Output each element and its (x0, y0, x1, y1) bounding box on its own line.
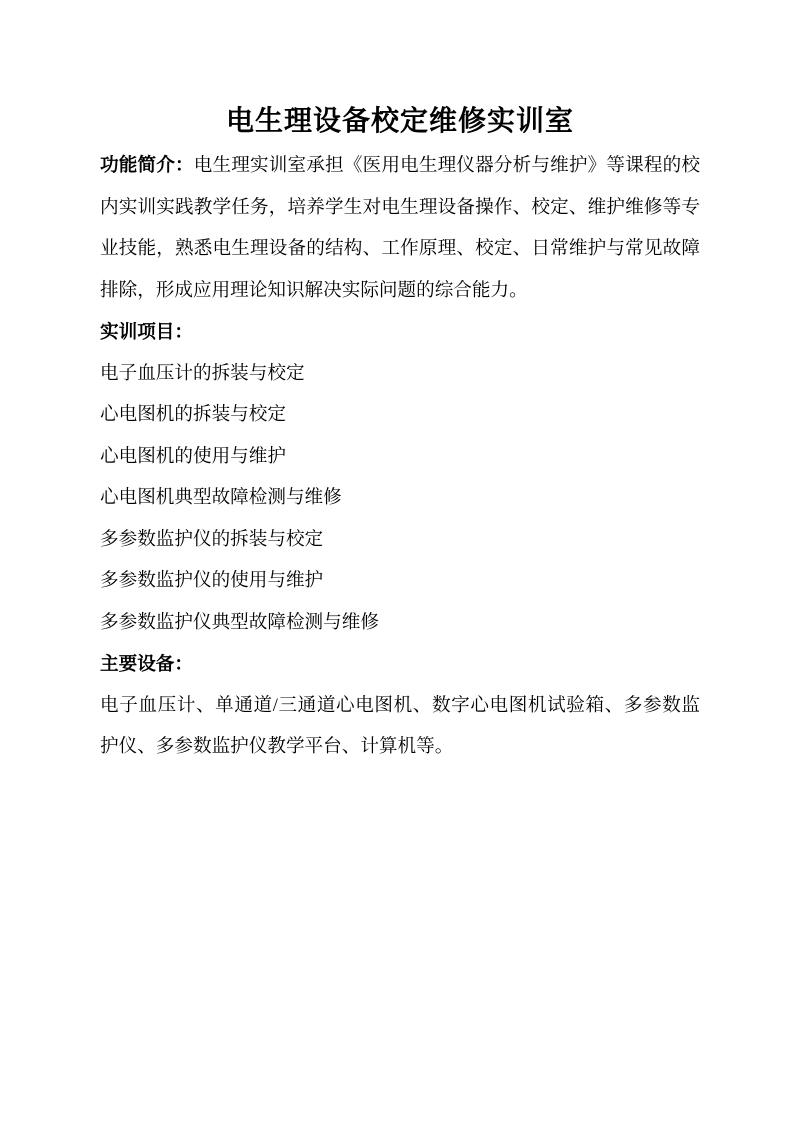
list-item: 心电图机的拆装与校定 (100, 404, 286, 425)
document-body (100, 144, 700, 768)
function-intro-label: 功能简介： (100, 154, 194, 175)
list-item: 多参数监护仪的拆装与校定 (100, 528, 324, 550)
function-intro-text: 电生理实训室承担《医用电生理仪器分析与维护》等课程的校内实训实践教学任务，培养学生对电生理设备操作、校定、维护维修等专业技能，熟悉电生理设备的结构、工作原理、校定、日常维护与常见故障排除，形成应用理论知识解决实际问题的综合能力。 (100, 155, 700, 301)
list-item: 心电图机的使用与维护 (100, 445, 286, 467)
training-projects-label: 实训项目： (100, 321, 193, 342)
main-equipment-label: 主要设备： (100, 653, 193, 674)
function-intro-paragraph (100, 144, 700, 311)
list-item: 电子血压计的拆装与校定 (100, 362, 305, 384)
list-item: 心电图机典型故障检测与维修 (100, 487, 342, 508)
page-title: 电生理设备校定维修实训室 (225, 106, 574, 137)
list-item: 多参数监护仪典型故障检测与维修 (100, 611, 379, 633)
main-equipment-paragraph: 电子血压计、单通道/三通道心电图机、数字心电图机试验箱、多参数监护仪、多参数监护仪教学平台、计算机等。 (100, 694, 700, 757)
list-item: 多参数监护仪的使用与维护 (100, 570, 324, 591)
